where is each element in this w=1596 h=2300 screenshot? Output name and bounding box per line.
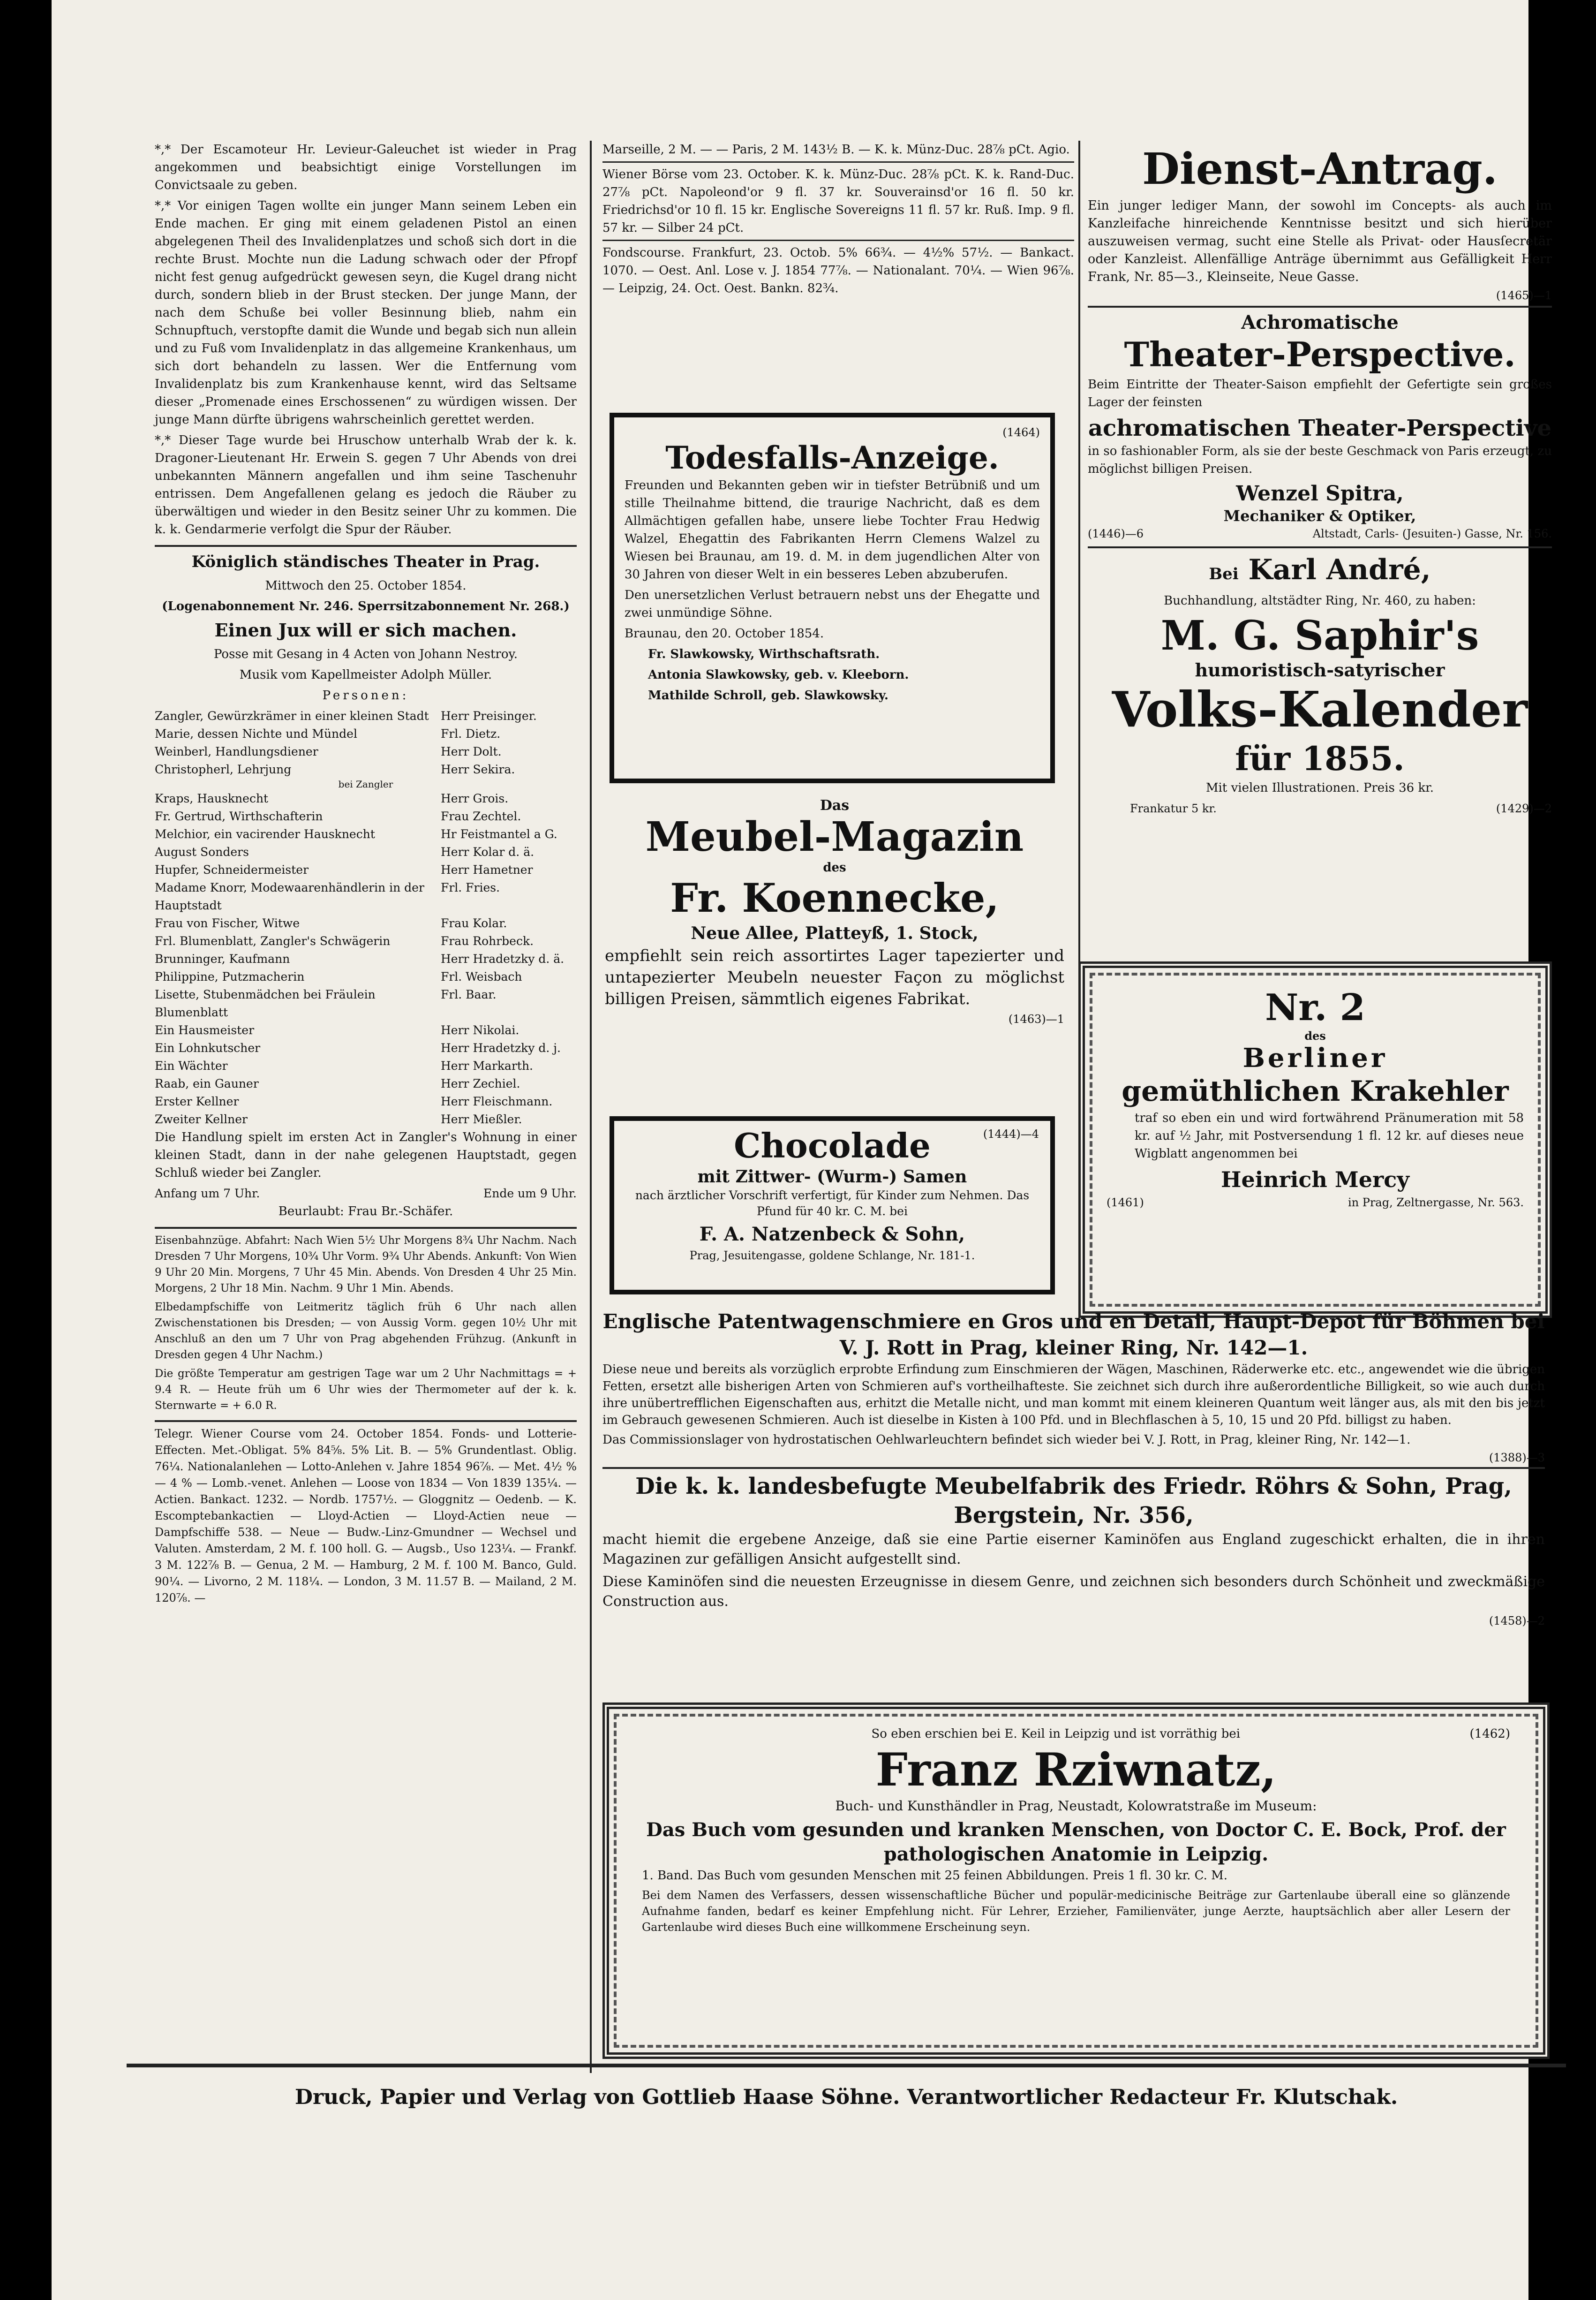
persp-text2: in so fashionabler Form, als sie der beste Geschmack von Paris erzeugt, zu möglichst billigen Preisen. <box>1088 444 1552 476</box>
rziwnatz-text: Bei dem Namen des Verfassers, dessen wissenschaftliche Bücher und populär-medicinische Beiträge zur Gartenlaube überall eine so glänzende Aufnahme fanden, bedarf es keiner Empfehlung nicht. Für Lehrer, Erzieher, Familienväter, junge Aerzte, hauptsächlich aber aller Lesern der Gartenlaube wird dieses Buch eine willkommene Erscheinung seyn. <box>642 1889 1510 1934</box>
chocolate-ad <box>610 1116 1055 1294</box>
persp-big: achromatischen Theater-Perspective <box>1088 415 1552 441</box>
calendar-year: für 1855. <box>1235 739 1405 778</box>
cast-row <box>155 1039 577 1057</box>
cast-actor: Herr Mießler. <box>441 1112 522 1126</box>
krakehler-text: traf so eben ein und wird fortwährend Pränumeration mit 58 kr. auf ½ Jahr, mit Postversendung 1 fl. 12 kr. auf dieses neue Wigblatt angenommen bei <box>1135 1111 1524 1161</box>
cast-actor: Herr Zechiel. <box>441 1077 520 1090</box>
signature: Fr. Slawkowsky, Wirthschaftsrath. <box>648 647 880 661</box>
roehrs-headline: Die k. k. landesbefugte Meubelfabrik des Friedr. Röhrs & Sohn, Prag, Bergstein, Nr. 356, <box>635 1473 1512 1528</box>
cast-role: Fr. Gertrud, Wirthschafterin <box>155 810 323 823</box>
ad-ref: (1446)—6 <box>1088 527 1144 540</box>
times-row <box>155 1185 577 1203</box>
theater-title: Königlich ständisches Theater in Prag. <box>191 552 540 571</box>
cast-actor: Herr Dolt. <box>441 745 502 758</box>
cast-row <box>155 725 577 743</box>
rott-headline: Englische Patentwagenschmiere en Gros und en Detail, Haupt-Depot für Böhmen bei V. J. Rott in Prag, kleiner Ring, Nr. 142—1. <box>602 1310 1545 1359</box>
theater-note: Die Handlung spielt im ersten Act in Zangler's Wohnung in einer kleinen Stadt, dann in der nahe gelegenen Hauptstadt, gegen Schluß wieder bei Zangler. <box>155 1130 577 1180</box>
death-notice-title: Todesfalls-Anzeige. <box>665 439 999 476</box>
cast-row <box>155 1111 577 1128</box>
rott-ad <box>602 1309 1545 1627</box>
krakehler-des: des <box>1304 1029 1326 1043</box>
cast-row <box>155 761 577 779</box>
cast-actor: Herr Fleischmann. <box>441 1095 553 1108</box>
news-item: *,* Der Escamoteur Hr. Levieur-Galeuchet ist wieder in Prag angekommen und beabsichtigt einige Vorstellungen im Convictsaale zu geben. <box>155 143 577 192</box>
cast-actor: Hr Feistmantel a G. <box>441 827 557 841</box>
cast-role: Hupfer, Schneidermeister <box>155 863 309 877</box>
persp-footer <box>1088 525 1552 543</box>
column-rule-left <box>590 141 592 2073</box>
cast-actor: Frau Rohrbeck. <box>441 934 534 948</box>
play-music: Musik vom Kapellmeister Adolph Müller. <box>239 668 492 682</box>
ad-ref: (1464) <box>1002 426 1040 439</box>
death-notice <box>610 413 1055 783</box>
cast-actor: Frl. Weisbach <box>441 970 522 984</box>
fonds-courses: Fondscourse. Frankfurt, 23. Octob. 5% 66¾. — 4½% 57½. — Bankact. 1070. — Oest. Anl. Lose v. J. 1854 77⅞. — Nationalant. 70¼. — Wien 96⅞. — Leipzig, 24. Oct. Oest. Bankn. 82¾. <box>602 246 1074 295</box>
divider <box>155 1420 577 1422</box>
cast-row <box>155 1093 577 1111</box>
cast-row <box>155 1021 577 1039</box>
cast-actor: Herr Preisinger. <box>441 709 537 723</box>
cast-actor: Frau Zechtel. <box>441 810 521 823</box>
column-left <box>155 141 577 2059</box>
persp-title: Theater-Perspective. <box>1124 334 1516 374</box>
krakehler-nr: Nr. 2 <box>1265 986 1365 1029</box>
end-time: Ende um 9 Uhr. <box>483 1187 577 1200</box>
divider <box>155 1227 577 1229</box>
death-notice-text: Freunden und Bekannten geben wir in tiefster Betrübniß und um stille Theilnahme bittend, die traurige Nachricht, daß es dem Allmächtigen gefallen habe, unsere liebe Tochter Frau Hedwig Walzel, Ehegattin des Fabrikanten Herrn Clemens Walzel zu Wiesen bei Braunau, am 19. d. M. in dem jugendlichen Alter von 30 Jahren von dieser Welt in ein besseres Leben abzuberufen. <box>625 478 1040 582</box>
cast-actor: Frl. Dietz. <box>441 727 501 741</box>
calendar-fr: Frankatur 5 kr. <box>1130 802 1217 815</box>
rott-text: Diese neue und bereits als vorzüglich erprobte Erfindung zum Einschmieren der Wägen, Maschinen, Räderwerke etc. etc., angewendet wie die übrigen Fetten, ersetzt alle bisherigen Arten von Schmieren auf's vortheilhafteste. Sie zeichnet sich durch ihre außerordentliche Billigkeit, so wie auch durch ihre unübertrefflichen Eigenschaften aus, erhitzt die Metalle nicht, und man kommt mit einem kleineren Quantum weit länger aus, als mit den bis jetzt im Gebrauch gewesenen Schmieren. Auch ist dieselbe in Kisten à 100 Pfd. und in Blechflaschen à 5, 10, 15 und 20 Pfd. billigst zu haben. <box>602 1362 1545 1427</box>
calendar-author: M. G. Saphir's <box>1160 612 1479 659</box>
furniture-name: Fr. Koennecke, <box>670 875 999 921</box>
krakehler-name: Heinrich Mercy <box>1221 1167 1409 1192</box>
cast-row <box>155 968 577 986</box>
cast-heading: Personen: <box>322 688 409 703</box>
news-item: *,* Dieser Tage wurde bei Hruschow unterhalb Wrab der k. k. Dragoner-Lieutenant Hr. Erwein S. gegen 7 Uhr Abends von drei unbekannten Männern angefallen und ihm seine Taschenuhr entrissen. Dem Angefallenen gelang es jedoch die Räuber zu überwältigen und wieder in den Besitz seiner Uhr zu kommen. Die k. k. Gendarmerie verfolgt die Spur der Räuber. <box>155 433 577 537</box>
cast-actor: Herr Sekira. <box>441 763 515 776</box>
rziwnatz-intro: So eben erschien bei E. Keil in Leipzig und ist vorräthig bei <box>871 1727 1241 1741</box>
krakehler-title: gemüthlichen Krakehler <box>1122 1075 1509 1108</box>
temperature-report: Die größte Temperatur am gestrigen Tage war um 2 Uhr Nachmittags = + 9.4 R. — Heute früh um 6 Uhr wies der Thermometer auf der k. k. Sternwarte = + 6.0 R. <box>155 1368 577 1412</box>
cast-role: Raab, ein Gauner <box>155 1077 259 1090</box>
cast-actor: Herr Hradetzky d. j. <box>441 1041 561 1055</box>
steamer-schedule: Elbedampfschiffe von Leitmeritz täglich früh 6 Uhr nach allen Zwischenstationen bis Dresden; — von Aussig Vorm. gegen 10½ Uhr mit Anschluß an den um 7 Uhr von Prag abgehenden Frühzug. (Ankunft in Dresden gegen 4 Uhr Nachm.) <box>155 1301 577 1361</box>
rziwnatz-book: Das Buch vom gesunden und kranken Menschen, von Doctor C. E. Bock, Prof. der pathologischen Anatomie in Leipzig. <box>646 1819 1506 1865</box>
cast-row <box>155 986 577 1021</box>
start-time: Anfang um 7 Uhr. <box>155 1187 260 1200</box>
ad-ref: (1462) <box>1469 1727 1510 1741</box>
play-title: Einen Jux will er sich machen. <box>214 620 517 641</box>
roehrs-text2: Diese Kaminöfen sind die neuesten Erzeugnisse in diesem Genre, und zeichnen sich besonders durch Schönheit und zweckmäßige Construction aus. <box>602 1574 1545 1610</box>
persp-text1: Beim Eintritte der Theater-Saison empfiehlt der Gefertigte sein großes Lager der feinsten <box>1088 378 1552 409</box>
krakehler-berl: Berliner <box>1242 1043 1388 1074</box>
cast-actor: Frau Kolar. <box>441 916 507 930</box>
cast-row <box>155 879 577 915</box>
cast-row <box>155 915 577 932</box>
cast-role: Melchior, ein vacirender Hausknecht <box>155 827 375 841</box>
beurlaubt: Beurlaubt: Frau Br.-Schäfer. <box>278 1204 453 1218</box>
cast-row <box>155 843 577 861</box>
cast-actor: Frl. Fries. <box>441 881 500 894</box>
furniture-ad <box>605 797 1064 1026</box>
krakehler-ad <box>1078 961 1552 1318</box>
calendar-footer <box>1088 800 1552 817</box>
cast-row <box>155 808 577 825</box>
divider <box>602 161 1074 163</box>
signature: Mathilde Schroll, geb. Slawkowsky. <box>648 688 888 703</box>
death-notice-text2: Den unersetzlichen Verlust betrauern nebst uns der Ehegatte und zwei unmündige Söhne. <box>625 588 1040 620</box>
chocolate-firm: F. A. Natzenbeck & Sohn, <box>699 1223 965 1245</box>
cast-role: Frl. Blumenblatt, Zangler's Schwägerin <box>155 934 391 948</box>
ad-ref: (1461) <box>1107 1196 1144 1209</box>
cast-row <box>155 707 577 725</box>
cast-role: Kraps, Hausknecht <box>155 792 269 805</box>
cast-row <box>155 861 577 879</box>
cast-role: Zweiter Kellner <box>155 1112 248 1126</box>
cast-actor: Herr Hradetzky d. ä. <box>441 952 565 966</box>
rott-text2: Das Commissionslager von hydrostatischen Oehlwarleuchtern befindet sich wieder bei V. J. Rott, in Prag, kleiner Ring, Nr. 142—1. <box>602 1433 1411 1447</box>
andre-text: Buchhandlung, altstädter Ring, Nr. 460, zu haben: <box>1164 594 1476 608</box>
cast-role: Frau von Fischer, Witwe <box>155 916 300 930</box>
cast-actor: Frl. Baar. <box>441 988 497 1001</box>
cast-role: Brunninger, Kaufmann <box>155 952 290 966</box>
furniture-address: Neue Allee, Platteyß, 1. Stock, <box>691 923 979 943</box>
cast-role: Christopherl, Lehrjung <box>155 763 292 776</box>
cast-role: Erster Kellner <box>155 1095 239 1108</box>
furniture-text: empfiehlt sein reich assortirtes Lager tapezierter und untapezierter Meubeln neuester Façon zu möglichst billigen Preisen, sämmtlich eigenes Fabrikat. <box>605 946 1064 1008</box>
service-title: Dienst-Antrag. <box>1142 144 1498 194</box>
calendar-ill: Mit vielen Illustrationen. Preis 36 kr. <box>1205 781 1434 795</box>
cast-role: Ein Lohnkutscher <box>155 1041 261 1055</box>
chocolate-sub: mit Zittwer- (Wurm-) Samen <box>697 1167 967 1187</box>
course-top: Marseille, 2 M. — — Paris, 2 M. 143½ B. — K. k. Münz-Duc. 28⅞ pCt. Agio. <box>602 143 1070 157</box>
persp-name: Wenzel Spitra, <box>1236 482 1404 506</box>
cast-role: Ein Hausmeister <box>155 1023 255 1037</box>
play-genre: Posse mit Gesang in 4 Acten von Johann Nestroy. <box>213 647 518 661</box>
persp-role: Mechaniker & Optiker, <box>1223 507 1416 525</box>
rziwnatz-intro-row <box>642 1725 1510 1743</box>
cast-actor: Herr Hametner <box>441 863 533 877</box>
cast-row <box>155 743 577 761</box>
divider <box>1088 546 1552 548</box>
persp-address: Altstadt, Carls- (Jesuiten-) Gasse, Nr. 156. <box>1312 527 1552 540</box>
cast-role: Philippine, Putzmacherin <box>155 970 305 984</box>
furniture-title: Meubel-Magazin <box>645 813 1024 861</box>
cast-actor: Herr Markarth. <box>441 1059 533 1073</box>
footer-rule <box>127 2064 1566 2067</box>
theater-abo: (Logenabonnement Nr. 246. Sperrsitzabonnement Nr. 268.) <box>162 599 570 613</box>
rziwnatz-ad <box>602 1702 1550 2059</box>
divider <box>602 240 1074 241</box>
cast-role: Ein Wächter <box>155 1059 228 1073</box>
cast-actor: Herr Grois. <box>441 792 509 805</box>
ad-ref: (1463)—1 <box>1008 1013 1064 1026</box>
cast-row <box>155 1057 577 1075</box>
cast-role: Marie, dessen Nichte und Mündel <box>155 727 357 741</box>
death-notice-place: Braunau, den 20. October 1854. <box>625 627 824 641</box>
andre-name: Karl André, <box>1248 553 1431 586</box>
ad-ref: (1388)—3 <box>1489 1451 1545 1464</box>
cast-actor: Herr Nikolai. <box>441 1023 519 1037</box>
divider <box>155 545 577 547</box>
cast-actor: Herr Kolar d. ä. <box>441 845 535 859</box>
calendar-genre: humoristisch-satyrischer <box>1195 659 1445 681</box>
andre-header <box>1088 552 1552 592</box>
ad-ref: (1458)—2 <box>1489 1614 1545 1627</box>
ad-ref: (1429)—2 <box>1496 802 1552 815</box>
cast-role: Madame Knorr, Modewaarenhändlerin in der Hauptstadt <box>155 881 424 912</box>
ad-des: des <box>823 861 846 875</box>
theater-date: Mittwoch den 25. October 1854. <box>265 579 467 593</box>
news-item: *,* Vor einigen Tagen wollte ein junger Mann seinem Leben ein Ende machen. Er ging mit einem geladenen Pistol an einen abgelegenen Theil des Invalidenplatzes und schoß sich dort in die rechte Brust. Mochte nun die Ladung schwach oder der Pfropf nicht fest genug aufgedrückt gewesen seyn, die Kugel drang nicht durch, sondern blieb in der Brust stecken. Der junge Mann, der nach dem Schuße bei voller Besinnung blieb, nahm ein Schnupftuch, verstopfte damit die Wunde und begab sich nun allein und zu Fuß vom Invalidenplatz in das allgemeine Krankenhaus, um sich dort behandeln zu lassen. Wer die Entfernung vom Invalidenplatz bis zum Krankenhause kennt, wird das Seltsame dieser „Promenade eines Erschossenen“ zu würdigen wissen. Der junge Mann dürfte übrigens wahrscheinlich gerettet werden. <box>155 199 577 427</box>
cast-row <box>155 932 577 950</box>
chocolate-address: Prag, Jesuitengasse, goldene Schlange, Nr. 181-1. <box>689 1249 975 1262</box>
rziwnatz-address: Buch- und Kunsthändler in Prag, Neustadt, Kolowratstraße im Museum: <box>835 1798 1317 1814</box>
rziwnatz-name: Franz Rziwnatz, <box>875 1743 1277 1796</box>
cast-role: Lisette, Stubenmädchen bei Fräulein Blumenblatt <box>155 988 376 1019</box>
divider <box>1088 306 1552 308</box>
krakehler-address: in Prag, Zeltnergasse, Nr. 563. <box>1348 1196 1524 1209</box>
train-schedule: Eisenbahnzüge. Abfahrt: Nach Wien 5½ Uhr Morgens 8¾ Uhr Nachm. Nach Dresden 7 Uhr Morgens, 10¾ Uhr Vorm. 9¾ Uhr Abends. Ankunft: Von Wien 9 Uhr 20 Min. Morgens, 7 Uhr 45 Min. Abends. Von Dresden 4 Uhr 25 Min. Morgens, 2 Uhr 18 Min. Nachm. 9 Uhr 1 Min. Abends. <box>155 1234 577 1294</box>
cast-role: August Sonders <box>155 845 249 859</box>
divider <box>602 1467 1545 1469</box>
calendar-title: Volks-Kalender <box>1112 681 1528 738</box>
signature: Antonia Slawkowsky, geb. v. Kleeborn. <box>648 668 909 682</box>
andre-bei: Bei <box>1209 565 1239 583</box>
rziwnatz-band: 1. Band. Das Buch vom gesunden Menschen mit 25 feinen Abbildungen. Preis 1 fl. 30 kr. C. M. <box>642 1869 1228 1883</box>
vienna-boerse: Wiener Börse vom 23. October. K. k. Münz-Duc. 28⅞ pCt. K. k. Rand-Duc. 27⅞ pCt. Napoleond'or 9 fl. 37 kr. Souverainsd'or 16 fl. 50 kr. Friedrichsd'or 10 fl. 15 kr. Englische Sovereigns 11 fl. 57 kr. Ruß. Imp. 9 fl. 57 kr. — Silber 24 pCt. <box>602 167 1074 235</box>
ad-ref: (1444)—4 <box>983 1127 1039 1141</box>
cast-role: Zangler, Gewürzkrämer in einer kleinen Stadt <box>155 709 429 723</box>
imprint-footer: Druck, Papier und Verlag von Gottlieb Haase Söhne. Verantwortlicher Redacteur Fr. Klutschak. <box>294 2085 1398 2109</box>
ad-ref: (1465)—1 <box>1496 289 1552 302</box>
krakehler-footer <box>1107 1194 1524 1211</box>
chocolate-text: nach ärztlicher Vorschrift verfertigt, für Kinder zum Nehmen. Das Pfund für 40 kr. C. M. bei <box>635 1188 1030 1218</box>
cast-list <box>155 707 577 1128</box>
cast-role: Weinberl, Handlungsdiener <box>155 745 318 758</box>
cast-row <box>155 950 577 968</box>
chocolate-title: Chocolade <box>734 1126 931 1165</box>
service-text: Ein junger lediger Mann, der sowohl im Concepts- als auch im Kanzleifache hinreichende Kenntnisse besitzt und sich hierüber auszuweisen vermag, sucht eine Stelle als Privat- oder Hausſecretär oder Kanzleist. Allenfällige Anträge übernimmt aus Gefälligkeit Herr Frank, Nr. 85—3., Kleinseite, Neue Gasse. <box>1088 198 1552 284</box>
cast-bracket-note: bei Zangler <box>338 779 393 790</box>
cast-row <box>155 790 577 808</box>
cast-row <box>155 1075 577 1093</box>
cast-row <box>155 825 577 843</box>
ad-das: Das <box>820 797 850 814</box>
persp-pre: Achromatische <box>1241 311 1399 333</box>
vienna-courses: Telegr. Wiener Course vom 24. October 1854. Fonds- und Lotterie-Effecten. Met.-Obligat. 5% 84⅝. 5% Lit. B. — 5% Grundentlast. Oblig. 76¼. Nationalanlehen — Lotto-Anlehen v. Jahre 1854 96⅞. — Met. 4½ % — 4 % — Lomb.-venet. Anlehen — Loose von 1834 — Von 1839 135¼. — Actien. Bankact. 1232. — Nordb. 1757½. — Gloggnitz — Oedenb. — K. Escomptebankactien — Lloyd-Actien — Lloyd-Actien neue — Dampfschiffe 538. — Neue — Budw.-Linz-Gmundner — Wechsel und Valuten. Amsterdam, 2 M. f. 100 holl. G. — Augsb., Uso 123¼. — Frankf. 3 M. 122⅞ B. — Genua, 2 M. — Hamburg, 2 M. f. 100 M. Banco, Guld. 90¼. — Livorno, 2 M. 118¼. — London, 3 M. 11.57 B. — Mailand, 2 M. 120⅞. — <box>155 1427 577 1604</box>
roehrs-text: macht hiemit die ergebene Anzeige, daß sie eine Partie eiserner Kaminöfen aus England zugeschickt erhalten, die in ihren Magazinen zur gefälligen Ansicht aufgestellt sind. <box>602 1531 1545 1567</box>
